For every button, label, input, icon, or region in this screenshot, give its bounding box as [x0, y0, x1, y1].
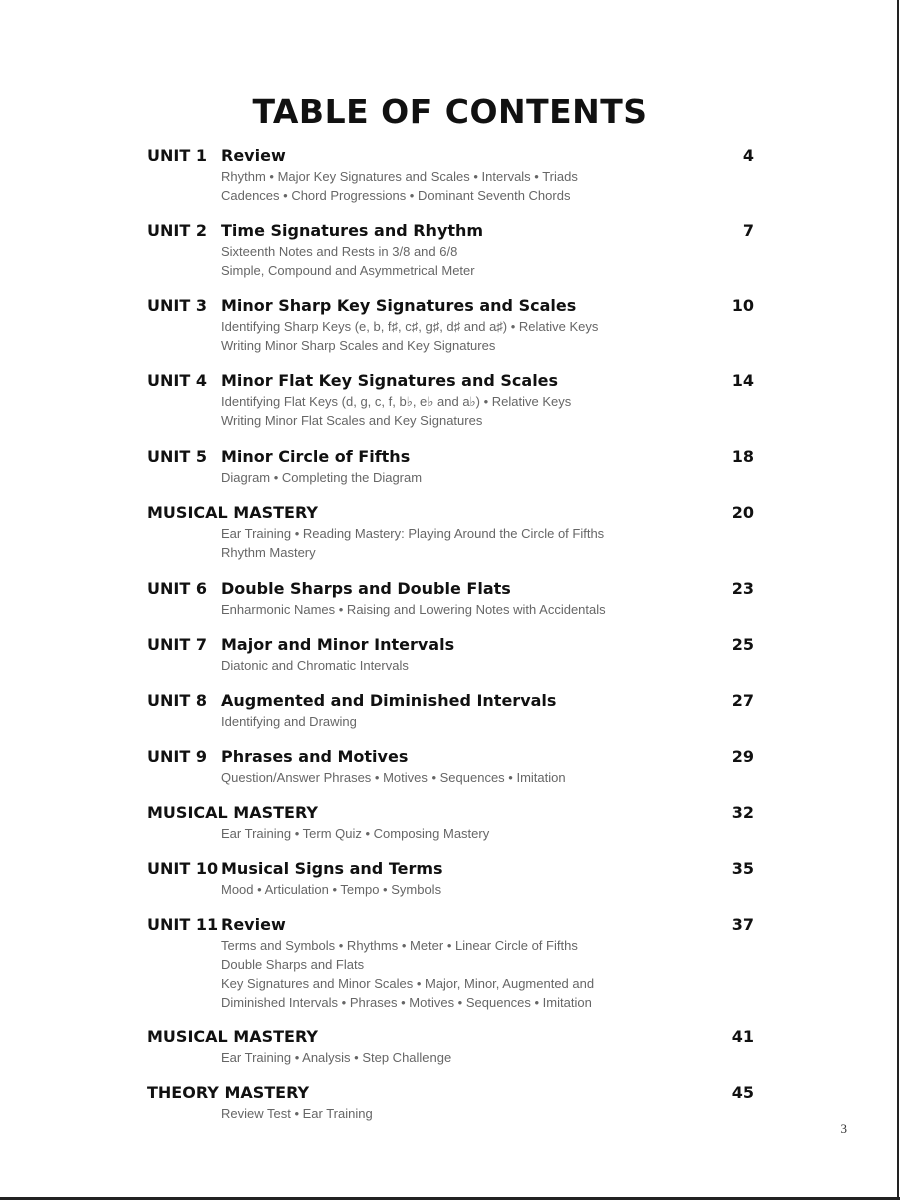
toc-unit-label: UNIT 4 [147, 371, 207, 390]
toc-unit-label: UNIT 2 [147, 221, 207, 240]
toc-entry [147, 747, 757, 787]
toc-unit-label: UNIT 8 [147, 691, 207, 710]
toc-topic-line: Ear Training • Analysis • Step Challenge [221, 1050, 452, 1065]
toc-unit-label: THEORY MASTERY [147, 1083, 310, 1102]
toc-entry-header [147, 579, 757, 600]
toc-page-number: 4 [742, 146, 754, 165]
toc-entry [147, 1083, 757, 1123]
toc-page-number: 18 [731, 447, 754, 466]
toc-page-number: 37 [731, 915, 754, 934]
toc-entry-header [147, 447, 757, 468]
toc-topic-line: Identifying Flat Keys (d, g, c, f, b♭, e♭ and a♭) • Relative Keys [221, 394, 572, 409]
toc-topic-line: Terms and Symbols • Rhythms • Meter • Linear Circle of Fifths [221, 938, 578, 953]
toc-heading: Minor Flat Key Signatures and Scales [221, 371, 559, 390]
toc-topic-line: Identifying Sharp Keys (e, b, f♯, c♯, g♯, d♯ and a♯) • Relative Keys [221, 319, 599, 334]
toc-topic-line: Identifying and Drawing [221, 714, 357, 729]
toc-unit-label: MUSICAL MASTERY [147, 803, 318, 822]
toc-heading: Major and Minor Intervals [221, 635, 455, 654]
toc-entry [147, 635, 757, 675]
toc-entry-header [147, 747, 757, 768]
toc-page-number: 20 [731, 503, 754, 522]
toc-unit-label: MUSICAL MASTERY [147, 1027, 318, 1046]
toc-topic-line: Question/Answer Phrases • Motives • Sequences • Imitation [221, 770, 566, 785]
toc-topic-line: Writing Minor Flat Scales and Key Signatures [221, 413, 483, 428]
toc-page-number: 35 [731, 859, 754, 878]
page-number: 3 [840, 1121, 847, 1136]
toc-entry [147, 691, 757, 731]
toc-topic-line: Ear Training • Reading Mastery: Playing Around the Circle of Fifths [221, 526, 605, 541]
toc-unit-label: UNIT 10 [147, 859, 219, 878]
toc-entry-header [147, 1083, 757, 1104]
toc-topic-line: Double Sharps and Flats [221, 957, 365, 972]
toc-heading: Time Signatures and Rhythm [221, 221, 484, 240]
toc-entry [147, 803, 757, 843]
toc-entry-header [147, 296, 757, 317]
page-title: TABLE OF CONTENTS [252, 92, 648, 131]
toc-topic-line: Enharmonic Names • Raising and Lowering Notes with Accidentals [221, 602, 606, 617]
toc-topic-line: Diagram • Completing the Diagram [221, 470, 423, 485]
toc-heading: Minor Circle of Fifths [221, 447, 411, 466]
toc-unit-label: UNIT 1 [147, 146, 207, 165]
toc-entry [147, 1027, 757, 1067]
toc-page-number: 14 [731, 371, 754, 390]
toc-entry-header [147, 146, 757, 167]
toc-entry [147, 915, 757, 1012]
toc-entry-header [147, 221, 757, 242]
toc-topic-line: Rhythm Mastery [221, 545, 316, 560]
toc-heading: Review [221, 915, 286, 934]
page-right-border [897, 0, 899, 1200]
toc-entry-header [147, 915, 757, 936]
toc-unit-label: UNIT 6 [147, 579, 207, 598]
toc-heading: Minor Sharp Key Signatures and Scales [221, 296, 577, 315]
toc-unit-label: UNIT 7 [147, 635, 207, 654]
toc-entry [147, 859, 757, 899]
toc-unit-label: UNIT 9 [147, 747, 207, 766]
toc-entry-header [147, 635, 757, 656]
toc-entry-header [147, 803, 757, 824]
toc-entry-header [147, 371, 757, 392]
toc-unit-label: MUSICAL MASTERY [147, 503, 318, 522]
toc-topic-line: Mood • Articulation • Tempo • Symbols [221, 882, 442, 897]
toc-heading: Phrases and Motives [221, 747, 409, 766]
toc-topic-line: Diatonic and Chromatic Intervals [221, 658, 409, 673]
toc-entry [147, 296, 757, 355]
toc-heading: Double Sharps and Double Flats [221, 579, 511, 598]
toc-topic-line: Simple, Compound and Asymmetrical Meter [221, 263, 475, 278]
toc-entry-header [147, 503, 757, 524]
toc-topic-line: Sixteenth Notes and Rests in 3/8 and 6/8 [221, 244, 458, 259]
toc-entry [147, 371, 757, 430]
toc-page-number: 45 [731, 1083, 754, 1102]
toc-entry-header [147, 691, 757, 712]
toc-page-number: 23 [731, 579, 754, 598]
toc-topic-line: Cadences • Chord Progressions • Dominant Seventh Chords [221, 188, 571, 203]
toc-entry [147, 447, 757, 487]
toc-page-number: 7 [742, 221, 754, 240]
toc-unit-label: UNIT 5 [147, 447, 207, 466]
toc-unit-label: UNIT 11 [147, 915, 219, 934]
toc-entry [147, 146, 757, 205]
toc-topic-line: Diminished Intervals • Phrases • Motives • Sequences • Imitation [221, 995, 592, 1010]
toc-topic-line: Review Test • Ear Training [221, 1106, 373, 1121]
toc-heading: Augmented and Diminished Intervals [221, 691, 557, 710]
toc-topic-line: Key Signatures and Minor Scales • Major, Minor, Augmented and [221, 976, 595, 991]
toc-page-number: 10 [731, 296, 754, 315]
toc-entry-header [147, 1027, 757, 1048]
toc-entry [147, 503, 757, 562]
toc-page-number: 29 [731, 747, 754, 766]
toc-heading: Review [221, 146, 286, 165]
toc-page-number: 25 [731, 635, 754, 654]
toc-heading: Musical Signs and Terms [221, 859, 443, 878]
toc-entry [147, 221, 757, 280]
toc-entry-header [147, 859, 757, 880]
toc-topic-line: Rhythm • Major Key Signatures and Scales • Intervals • Triads [221, 169, 578, 184]
toc-topic-line: Writing Minor Sharp Scales and Key Signatures [221, 338, 496, 353]
toc-unit-label: UNIT 3 [147, 296, 207, 315]
toc-page-number: 27 [731, 691, 754, 710]
toc-page-number: 41 [731, 1027, 754, 1046]
toc-entry [147, 579, 757, 619]
toc-topic-line: Ear Training • Term Quiz • Composing Mastery [221, 826, 490, 841]
toc-page-number: 32 [731, 803, 754, 822]
